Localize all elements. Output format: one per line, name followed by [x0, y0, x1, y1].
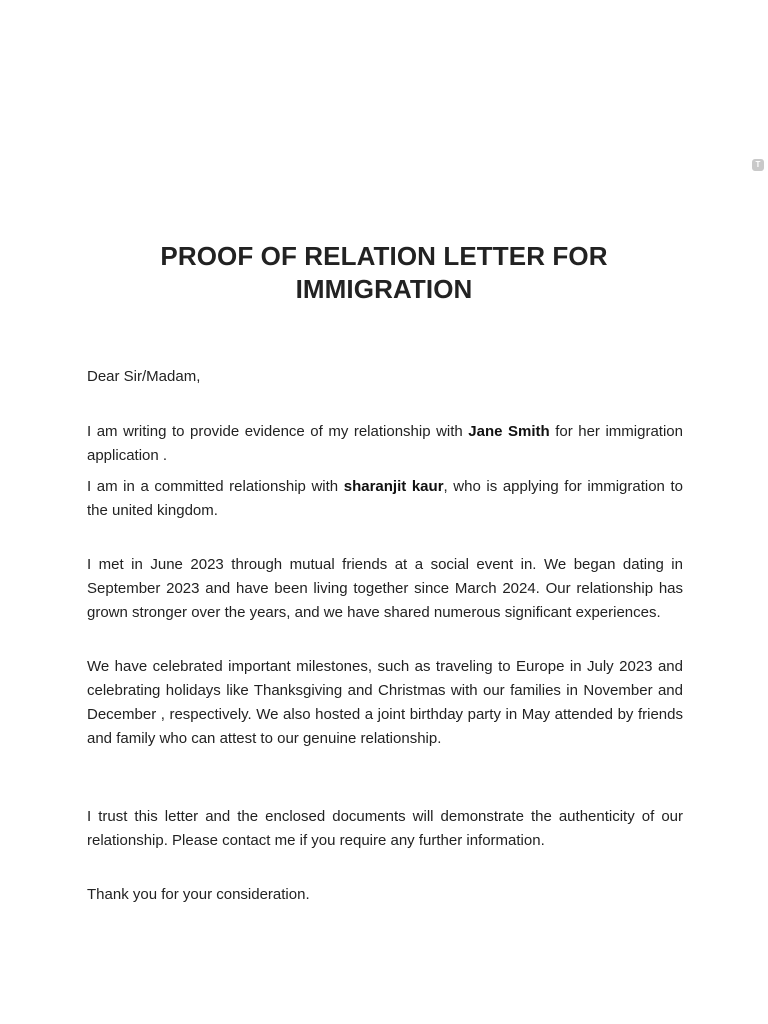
- highlighted-name: Jane Smith: [468, 423, 550, 440]
- paragraph-committed-relationship: [87, 475, 683, 523]
- paragraph-relationship-evidence: [87, 420, 683, 468]
- document-title: PROOF OF RELATION LETTER FOR IMMIGRATION: [160, 241, 608, 304]
- paragraph-how-we-met: I met in June 2023 through mutual friends at a social event in. We began dating in September 2023 and have been living together since March 2024. Our relationship has grown stronger over the years, and we have shared numerous significant experiences.: [87, 556, 683, 621]
- paragraph-authenticity: I trust this letter and the enclosed documents will demonstrate the authenticity of our relationship. Please contact me if you require any further information.: [87, 808, 683, 849]
- closing-line: Thank you for your consideration.: [87, 886, 310, 903]
- paragraph-text: I am writing to provide evidence of my relationship with: [87, 423, 469, 440]
- salutation: Dear Sir/Madam,: [87, 368, 201, 385]
- paragraph-text: I am in a committed relationship with: [87, 478, 344, 495]
- highlighted-name: sharanjit kaur: [343, 478, 444, 495]
- paragraph-milestones: We have celebrated important milestones, such as traveling to Europe in July 2023 and celebrating holidays like Thanksgiving and Christmas with our families in November and December , respectively. We also hosted a joint birthday party in May attended by friends and family who can attest to our genuine relationship.: [87, 658, 683, 747]
- paragraph-text: for her immigration application .: [87, 423, 683, 464]
- paragraph-text: , who is applying for immigration to the united kingdom.: [87, 478, 683, 519]
- text-tool-icon[interactable]: T: [752, 159, 764, 171]
